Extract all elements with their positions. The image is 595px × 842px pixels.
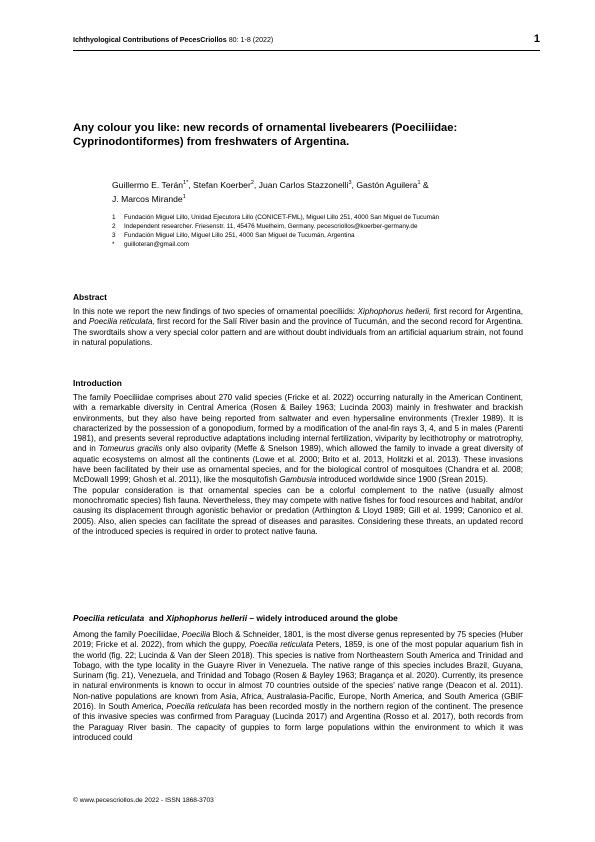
affiliations bbox=[112, 213, 542, 249]
abstract-heading: Abstract bbox=[73, 292, 107, 302]
abstract-text: In this note we report the new findings of two species of ornamental poeciliids: Xiphophorus hellerii, first record for Argentina, and Poecilia reticulata, first record for the Salí River basin and the province of Tucumán, and the second record for Argentina. The swordtails show a very special color pattern and are without doubt individuals from an artificial aquarium strain, not found in natural populations. bbox=[73, 307, 524, 347]
introduction-text bbox=[73, 393, 523, 537]
journal-issue: 80: 1-8 (2022) bbox=[228, 36, 274, 44]
introduction-heading: Introduction bbox=[73, 378, 122, 388]
page-number: 1 bbox=[533, 33, 540, 45]
section-species-text: Among the family Poeciliidae, Poecilia Bloch & Schneider, 1801, is the most diverse genus represented by 75 species (Huber 2019; Fricke et al. 2022), from which the guppy, Poecilia reticulata Peters, 1859, is one of the most popular aquarium fish in the world (fig. 22; Lucinda & Van der Sleen 2018). This species is native from Northeastern South America and Trinidad and Tobago, with the type locality in the Guayre River in Venezuela. The native range of this species includes Brazil, Guyana, Surinam (fig. 21), Venezuela, and Trinidad and Tobago (Rosen & Bayley 1963; Bragança et al. 2020). Currently, its presence in natural environments is known to occur in almost 70 countries outside of the species' native range (Deacon et al. 2011). Non-native populations are known from Asia, Africa, Australasia-Pacific, Europe, North America, and South America (GBIF 2016). In South America, Poecilia reticulata has been recorded mostly in the northern region of the continent. The presence of this invasive species was confirmed from Paraguay (Lucinda 2017) and Argentina (Rosso et al. 2017), both records from the Paraguay River basin. The capacity of guppies to form large populations within the environment to which it was introduced could bbox=[73, 630, 524, 742]
footer-copyright: © www.pecescriollos.de 2022 - ISSN 1868-3703 bbox=[73, 797, 214, 804]
affiliation: 1 Fundación Miguel Lillo, Unidad Ejecutora Lillo (CONICET-FML), Miguel Lillo 251, 4000 San Miguel de Tucumán bbox=[112, 214, 440, 221]
author: Gastón Aguilera$^1$ & bbox=[356, 180, 429, 190]
author-list bbox=[112, 178, 527, 206]
running-header bbox=[73, 34, 540, 51]
intro-paragraph-1: The family Poeciliidae comprises about 270 valid species (Fricke et al. 2022) occurring naturally in the American Continent, with a remarkable diversity in Central America (Rosen & Bailey 1963; Lucinda 2003) mainly in freshwater and brackish environments, but they also have being reported from saltwater and even hypersaline environments (Trexler 1989). It is characterized by the possession of a gonopodium, formed by a modification of the anal-fin rays 3, 4, and 5 in males (Parenti 1981), and presents several reproductive adaptations including internal fertilization, viviparity by lecithotrophy or matrotrophy, and in Tomeurus gracilis only also oviparity (Meffe & Snelson 1989), which allowed the family to invade a great diversity of aquatic ecosystems on almost all the continents (Lowe et al. 2000; Brito et al. 2013, Holitzki et al. 2013). These invasions have been facilitated by their use as ornamental species, and for the biological control of mosquitoes (Chandra et al. 2008; McDowall 1999; Ghosh et al. 2011), like the mosquitofish Gambusia introduced worldwide since 1900 (Srean 2015). bbox=[73, 393, 523, 485]
affiliation: 3 Fundación Miguel Lillo, Miguel Lillo 251, 4000 San Miguel de Tucumán, Argentina bbox=[112, 232, 355, 239]
author: J. Marcos Mirande$^1$ bbox=[112, 194, 186, 204]
author: Juan Carlos Stazzonelli$^3$, bbox=[258, 180, 357, 190]
author: Guillermo E. Terán$^{1*}$, bbox=[112, 180, 193, 190]
journal-citation bbox=[73, 36, 273, 44]
section-heading-species: Poecilia reticulata and Xiphophorus hellerii – widely introduced around the globe bbox=[73, 613, 398, 623]
author: Stefan Koerber$^2$, bbox=[193, 180, 259, 190]
title-line-2: Cyprinodontiformes) from freshwaters of Argentina. bbox=[73, 136, 350, 148]
title-line-1: Any colour you like: new records of ornamental livebearers (Poeciliidae: bbox=[73, 122, 458, 134]
affiliation: 2 Independent researcher. Friesenstr. 11, 45476 Muelheim, Germany. pecescriollos@koerber-germany.de bbox=[112, 223, 418, 230]
journal-name: Ichthyological Contributions of PecesCriollos bbox=[73, 36, 227, 44]
paper-title bbox=[73, 121, 523, 149]
affiliation: * guilloteran@gmail.com bbox=[112, 241, 190, 248]
intro-paragraph-2: The popular consideration is that ornamental species can be a colorful complement to the native (usually almost monochromatic species) fish fauna. Nevertheless, they may compete with native fishes for food resources and habitat, and/or causing its displacement through agonistic behavior or predation (Arthington & Lloyd 1989; Gill et al. 1999; Canonico et al. 2005). Also, alien species can facilitate the spread of diseases and parasites. Considering these threats, an updated record of the introduced species is required in order to protect native fauna. bbox=[73, 485, 523, 536]
